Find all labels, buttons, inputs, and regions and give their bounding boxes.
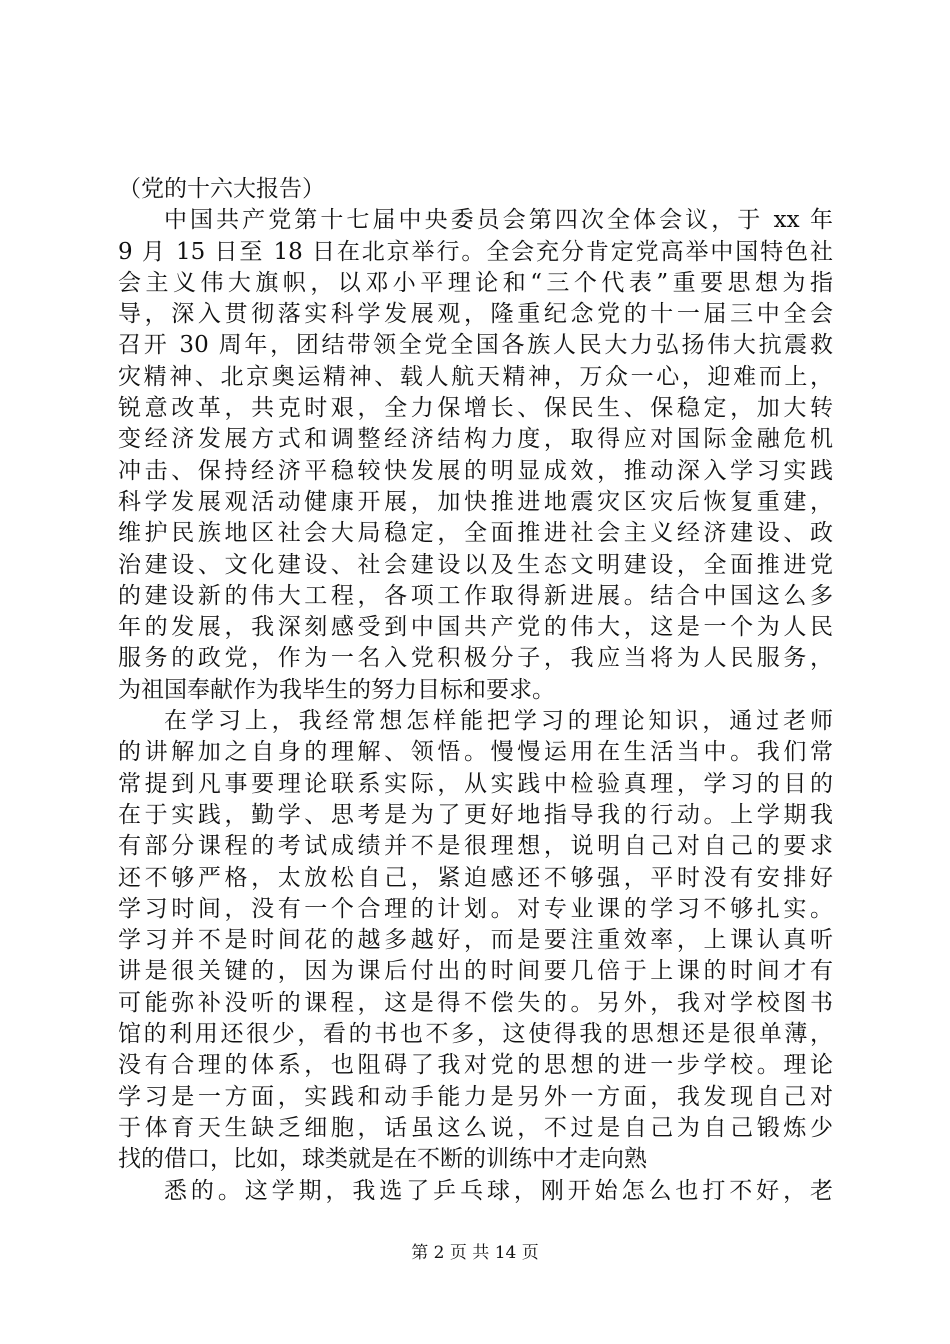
paragraph-last-line: 找的借口，比如，球类就是在不断的训练中才走向熟 [118,1146,647,1173]
text-line: 服务的政党，作为一名入党积极分子，我应当将为人民服务， [118,645,833,672]
text-line: 召开 30 周年，团结带领全党全国各族人民大力弘扬伟大抗震救 [118,332,833,359]
paragraph-first-line: 在学习上，我经常想怎样能把学习的理论知识，通过老师 [164,708,833,735]
text-line: （党的十六大报告） [118,176,325,202]
paragraph-last-line: 为祖国奉献作为我毕生的努力目标和要求。 [118,676,555,703]
text-line: 有部分课程的考试成绩并不是很理想，说明自己对自己的要求 [118,833,833,860]
text-line: 常提到凡事要理论联系实际，从实践中检验真理，学习的目的 [118,770,833,797]
paragraph-first-line: 中国共产党第十七届中央委员会第四次全体会议，于 xx 年 [164,207,833,234]
text-line: 于体育天生缺乏细胞，话虽这么说，不过是自己为自己锻炼少 [118,1114,833,1141]
text-line: 会主义伟大旗帜，以邓小平理论和“三个代表”重要思想为指 [118,269,833,296]
document-body [118,174,833,1207]
text-line: 科学发展观活动健康开展，加快推进地震灾区灾后恢复重建， [118,488,833,515]
text-line: 治建设、文化建设、社会建设以及生态文明建设，全面推进党 [118,551,833,578]
text-line: 的讲解加之自身的理解、领悟。慢慢运用在生活当中。我们常 [118,739,833,766]
text-line: 学习时间，没有一个合理的计划。对专业课的学习不够扎实。 [118,895,833,922]
text-line: 可能弥补没听的课程，这是得不偿失的。另外，我对学校图书 [118,989,833,1016]
text-line: 导，深入贯彻落实科学发展观，隆重纪念党的十一届三中全会 [118,301,833,328]
text-line: 学习是一方面，实践和动手能力是另外一方面，我发现自己对 [118,1083,833,1110]
text-line: 学习并不是时间花的越多越好，而是要注重效率，上课认真听 [118,927,833,954]
page-number-footer: 第 2 页 共 14 页 [411,1243,539,1263]
paragraph-first-line: 悉的。这学期，我选了乒乓球，刚开始怎么也打不好，老 [164,1177,833,1204]
text-line: 讲是很关键的，因为课后付出的时间要几倍于上课的时间才有 [118,958,833,985]
text-line: 9 月 15 日至 18 日在北京举行。全会充分肯定党高举中国特色社 [118,238,833,265]
text-line: 还不够严格，太放松自己，紧迫感还不够强，平时没有安排好 [118,864,833,891]
text-line: 在于实践，勤学、思考是为了更好地指导我的行动。上学期我 [118,801,833,828]
text-line: 冲击、保持经济平稳较快发展的明显成效，推动深入学习实践 [118,457,833,484]
text-line: 馆的利用还很少，看的书也不多，这使得我的思想还是很单薄， [118,1021,833,1048]
text-line: 变经济发展方式和调整经济结构力度，取得应对国际金融危机 [118,426,833,453]
text-line: 锐意改革，共克时艰，全力保增长、保民生、保稳定，加大转 [118,395,833,422]
text-line: 灾精神、北京奥运精神、载人航天精神，万众一心，迎难而上， [118,363,833,390]
text-line: 年的发展，我深刻感受到中国共产党的伟大，这是一个为人民 [118,614,833,641]
text-line: 维护民族地区社会大局稳定，全面推进社会主义经济建设、政 [118,520,833,547]
text-line: 没有合理的体系，也阻碍了我对党的思想的进一步学校。理论 [118,1052,833,1079]
text-line: 的建设新的伟大工程，各项工作取得新进展。结合中国这么多 [118,582,833,609]
